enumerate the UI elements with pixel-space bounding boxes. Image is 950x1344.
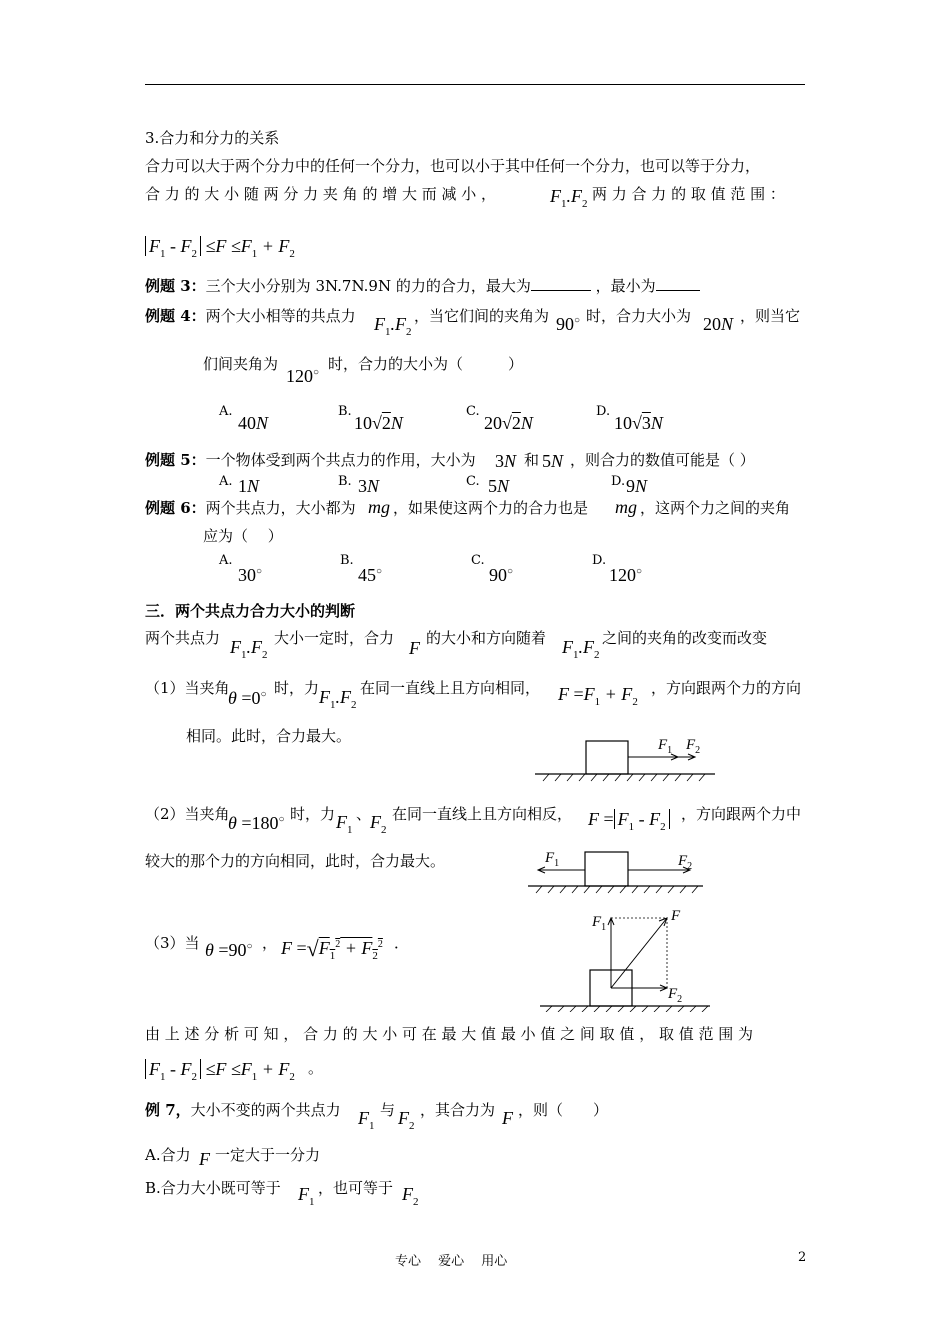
formula-f2: $F_2$ — [398, 1108, 415, 1132]
paragraph: （2）当夹角 — [145, 805, 230, 823]
paragraph: ，方向跟两个力的方向 — [651, 679, 802, 697]
paragraph: 相同。此时，合力最大。 — [186, 727, 352, 745]
example-text: 们间夹角为 — [203, 355, 279, 373]
example-6 — [145, 498, 356, 518]
option-value: 10√3N — [614, 413, 663, 433]
option-label[interactable]: C. — [471, 553, 485, 568]
paragraph: 合 力 的 大 小 随 两 分 力 夹 角 的 增 大 而 减 小 ， — [145, 185, 497, 203]
paragraph: 合力可以大于两个分力中的任何一个分力，也可以小于其中任何一个分力，也可以等于分力， — [145, 157, 761, 175]
example-label: 例题 5： — [145, 451, 206, 469]
option-label[interactable]: B. — [340, 553, 354, 568]
paragraph: 之间的夹角的改变而改变 — [602, 629, 768, 647]
formula-angle: 90○ — [556, 314, 581, 334]
paragraph: 、 — [356, 805, 372, 823]
formula-mg: mg — [615, 497, 637, 517]
diagram-same-direction — [535, 733, 715, 783]
formula-f1f2: $F_1.F_2$ — [319, 687, 357, 711]
example-text: 与 — [380, 1101, 396, 1119]
answer-blank — [656, 276, 700, 291]
example-text: ，当它们间的夹角为 — [414, 307, 550, 325]
block — [585, 852, 628, 886]
paragraph: ． — [394, 934, 410, 952]
option-text: ，也可等于 — [318, 1179, 394, 1197]
ground-hatch — [543, 774, 705, 781]
option-value: 3N — [358, 476, 380, 496]
option-label[interactable]: B. — [338, 474, 352, 489]
example-text: 和 — [524, 451, 540, 469]
option-label[interactable]: A. — [219, 553, 233, 568]
example-text: ，则当它 — [740, 307, 801, 325]
paragraph: 时，力 — [274, 679, 320, 697]
ground-hatch — [546, 1006, 708, 1012]
example-text: ，则合力的数值可能是（ ） — [570, 451, 755, 469]
paragraph: 在同一直线上且方向相同， — [360, 679, 541, 697]
example-label: 例题 6： — [145, 499, 206, 517]
page-footer: 专心 爱心 用心 — [395, 1254, 508, 1269]
diagram-perpendicular — [540, 900, 710, 1012]
option-value: 5N — [488, 476, 510, 496]
block — [586, 741, 628, 774]
paragraph: 的大小和方向随着 — [426, 629, 547, 647]
example-text: 大小不变的两个共点力 — [190, 1101, 341, 1119]
paragraph: 大小一定时，合力 — [274, 629, 395, 647]
formula-sum: $F =F_1 + F_2$ — [558, 684, 638, 708]
option-text[interactable]: B.合力大小既可等于 — [145, 1179, 281, 1197]
label-f2: $F_2$ — [678, 853, 693, 872]
example-3 — [145, 276, 700, 296]
paragraph: 两 力 合 力 的 取 值 范 围 ： — [592, 185, 785, 203]
formula-mg: mg — [368, 497, 390, 517]
formula-theta: θ =0○ — [228, 688, 267, 708]
formula-theta: θ =90○ — [205, 940, 253, 960]
formula-f1f2: $F_1.F_2$ — [562, 637, 600, 661]
formula-force: 3N — [495, 451, 517, 471]
paragraph: 由 上 述 分 析 可 知 ， 合 力 的 大 小 可 在 最 大 值 最 小 值 之 间 取 值 ， 取 值 范 围 为 — [145, 1025, 754, 1043]
example-label: 例题 4： — [145, 307, 206, 325]
formula-angle: 120○ — [286, 366, 320, 386]
example-text: 两个大小相等的共点力 — [205, 307, 356, 325]
formula-f: F — [409, 638, 420, 658]
example-4 — [145, 306, 356, 326]
formula-range: $F_1 - F_2 \le F \le F_1 + F_2$ — [145, 236, 295, 260]
option-value: 9N — [626, 476, 648, 496]
option-value: 10√2N — [354, 413, 403, 433]
section-title: 3.合力和分力的关系 — [145, 129, 280, 147]
example-7 — [145, 1100, 341, 1120]
force-arrow-f — [611, 918, 667, 988]
paragraph: 时，力 — [290, 805, 336, 823]
formula-f: F — [199, 1149, 210, 1169]
option-label[interactable]: D. — [592, 553, 607, 568]
example-text: ，如果使这两个力的合力也是 — [393, 499, 589, 517]
example-text: 应为（ ） — [203, 527, 283, 545]
formula-f2: $F_2$ — [370, 812, 387, 836]
option-text: 一定大于一分力 — [215, 1146, 321, 1164]
option-label[interactable]: A. — [219, 474, 233, 489]
label-f2: $F_2$ — [668, 986, 683, 1005]
example-text: 一个物体受到两个共点力的作用，大小为 — [205, 451, 476, 469]
paragraph: 在同一直线上且方向相反， — [392, 805, 573, 823]
option-value: 90○ — [489, 565, 514, 585]
example-label: 例题 3： — [145, 277, 206, 295]
label-f1: $F_1$ — [658, 737, 673, 756]
paragraph: 两个共点力 — [145, 629, 221, 647]
formula-f1f2: $F_1.F_2$ — [550, 186, 588, 210]
formula-f1: $F_1$ — [336, 812, 353, 836]
header-rule — [145, 84, 805, 85]
example-text: 时，合力的大小为（ ） — [328, 355, 524, 373]
option-label[interactable]: C. — [466, 474, 480, 489]
option-text[interactable]: A.合力 — [145, 1146, 191, 1164]
answer-blank — [531, 276, 591, 291]
formula-f: F — [502, 1108, 513, 1128]
option-value: 45○ — [358, 565, 383, 585]
paragraph: （3）当 — [145, 934, 200, 952]
formula-sqrt: $F =√F_1^2 + F_2^2$ — [281, 936, 383, 962]
formula-theta: θ =180○ — [228, 813, 285, 833]
label-f2: $F_2$ — [686, 737, 701, 756]
option-value: 20√2N — [484, 413, 533, 433]
formula-f1f2: $F_1.F_2$ — [230, 637, 268, 661]
example-label: 例 7， — [145, 1101, 191, 1119]
formula-f1f2: $F_1.F_2$ — [374, 314, 412, 338]
option-value: 1N — [238, 476, 260, 496]
section-heading: 三．两个共点力合力大小的判断 — [145, 602, 356, 620]
formula-f1: $F_1$ — [358, 1108, 375, 1132]
ground-hatch — [536, 886, 698, 893]
option-label[interactable]: D. — [611, 474, 626, 489]
formula-f2: $F_2$ — [402, 1184, 419, 1208]
option-value: 120○ — [609, 565, 643, 585]
paragraph: 较大的那个力的方向相同，此时，合力最大。 — [145, 852, 446, 870]
option-value: 40N — [238, 413, 269, 433]
paragraph: ， — [262, 934, 278, 952]
example-text: 两个共点力，大小都为 — [205, 499, 356, 517]
paragraph: ，方向跟两个力中 — [681, 805, 802, 823]
paragraph: 。 — [308, 1059, 324, 1077]
formula-diff: $F = F_1 - F_2$ — [588, 809, 670, 833]
label-f1: $F_1$ — [592, 914, 607, 933]
formula-force: 5N — [542, 451, 564, 471]
example-text: ，这两个力之间的夹角 — [640, 499, 791, 517]
example-5 — [145, 450, 476, 470]
example-text: ，其合力为 — [420, 1101, 496, 1119]
label-f: F — [671, 908, 681, 924]
formula-force: 20N — [703, 314, 734, 334]
label-f1: $F_1$ — [545, 850, 560, 869]
option-label[interactable]: A. — [219, 404, 233, 419]
option-value: 30○ — [238, 565, 263, 585]
paragraph: （1）当夹角 — [145, 679, 230, 697]
option-label[interactable]: D. — [596, 404, 611, 419]
example-text: 时，合力大小为 — [586, 307, 692, 325]
page-number: 2 — [798, 1250, 807, 1265]
option-label[interactable]: C. — [466, 404, 480, 419]
diagram-opposite-direction — [528, 845, 708, 895]
example-text: ，最小为 — [595, 277, 656, 295]
formula-f1: $F_1$ — [298, 1184, 315, 1208]
example-text: 三个大小分别为 3N.7N.9N 的力的合力，最大为 — [205, 277, 531, 295]
option-label[interactable]: B. — [338, 404, 352, 419]
example-text: ，则（ ） — [518, 1101, 609, 1119]
formula-range: $F_1 - F_2 \le F \le F_1 + F_2$ — [145, 1059, 295, 1083]
